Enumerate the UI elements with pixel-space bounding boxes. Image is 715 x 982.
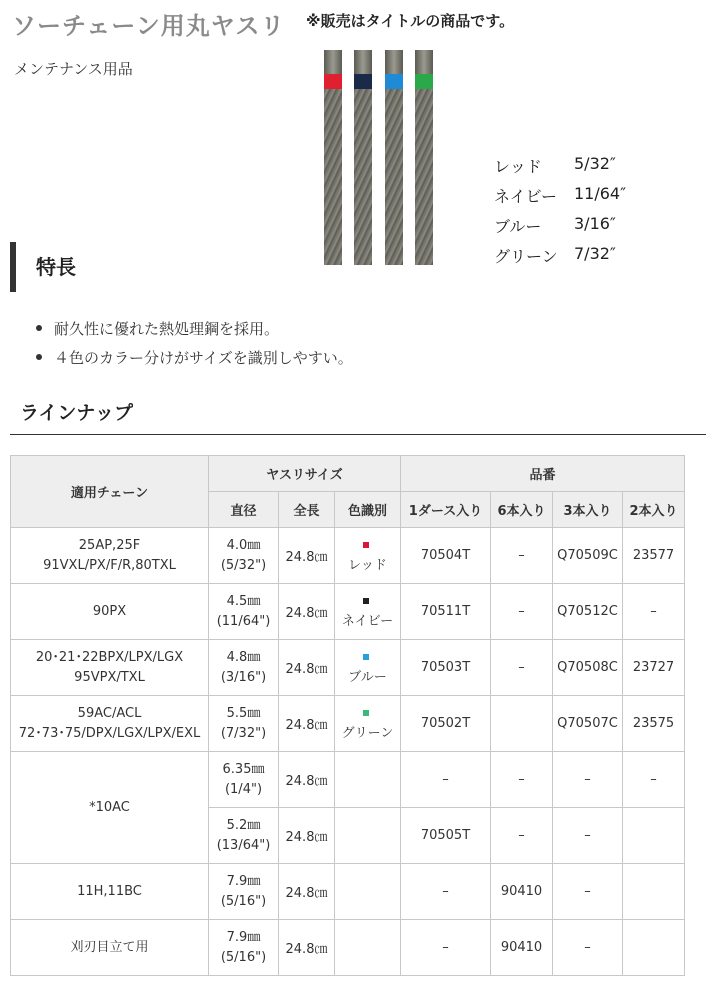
cell-length: 24.8㎝: [279, 640, 335, 696]
size-value: 3/16″: [574, 214, 616, 233]
color-swatch: [335, 536, 400, 556]
cell-two: [623, 864, 685, 920]
cell-color: [335, 864, 401, 920]
cell-three: –: [553, 920, 623, 976]
diameter-line: 5.5㎜: [226, 705, 261, 721]
size-legend-row: [494, 154, 626, 184]
cell-dozen: 70504T: [401, 528, 491, 584]
swatch-box: [363, 542, 369, 548]
color-swatch: [335, 704, 400, 724]
cell-diameter: [209, 696, 279, 752]
cell-six: –: [491, 528, 553, 584]
cell-diameter: [209, 920, 279, 976]
header-two: 2本入り: [623, 492, 685, 528]
cell-color: [335, 584, 401, 640]
lineup-table: [10, 455, 685, 976]
cell-six: –: [491, 752, 553, 808]
color-name: ネイビー: [341, 613, 394, 629]
size-legend: [494, 154, 626, 274]
cell-dozen: 70502T: [401, 696, 491, 752]
chain-line: 90PX: [92, 603, 127, 619]
size-color-name: レッド: [494, 157, 542, 176]
feature-item: 耐久性に優れた熱処理鋼を採用。: [36, 318, 353, 347]
cell-color: [335, 640, 401, 696]
header-six: 6本入り: [491, 492, 553, 528]
size-color-name: グリーン: [494, 247, 558, 266]
header-diameter: 直径: [209, 492, 279, 528]
color-swatch: [335, 592, 400, 612]
diameter-line: (11/64"): [216, 613, 271, 629]
cell-six: 90410: [491, 864, 553, 920]
cell-length: 24.8㎝: [279, 696, 335, 752]
cell-two: 23727: [623, 640, 685, 696]
product-image: [316, 50, 441, 265]
diameter-line: (1/4"): [224, 781, 263, 797]
cell-two: 23577: [623, 528, 685, 584]
diameter-line: (5/32"): [220, 557, 267, 573]
cell-six: 90410: [491, 920, 553, 976]
color-name: グリーン: [341, 725, 394, 741]
chain-line: 91VXL/PX/F/R,80TXL: [43, 557, 176, 573]
cell-diameter: [209, 640, 279, 696]
chain-line: 20･21･22BPX/LPX/LGX: [35, 649, 184, 665]
cell-six: –: [491, 584, 553, 640]
cell-length: 24.8㎝: [279, 808, 335, 864]
diameter-line: (7/32"): [220, 725, 267, 741]
features-list: [36, 318, 353, 376]
size-value: 7/32″: [574, 244, 616, 263]
diameter-line: 5.2㎜: [226, 817, 261, 833]
cell-chain: [11, 864, 209, 920]
cell-six: –: [491, 640, 553, 696]
diameter-line: 7.9㎜: [226, 873, 261, 889]
cell-chain: [11, 752, 209, 864]
table-row: [11, 752, 685, 808]
color-name: レッド: [348, 557, 387, 573]
cell-chain: [11, 584, 209, 640]
cell-two: 23575: [623, 696, 685, 752]
round-file: [385, 50, 403, 265]
cell-diameter: [209, 584, 279, 640]
cell-dozen: 70511T: [401, 584, 491, 640]
chain-line: 59AC/ACL: [77, 705, 142, 721]
color-name: ブルー: [348, 669, 387, 685]
size-legend-row: [494, 214, 626, 244]
round-file: [415, 50, 433, 265]
diameter-line: 4.8㎜: [226, 649, 261, 665]
cell-six: –: [491, 808, 553, 864]
diameter-line: (5/16"): [220, 893, 267, 909]
swatch-box: [363, 654, 369, 660]
diameter-line: (5/16"): [220, 949, 267, 965]
chain-line: 刈刃目立て用: [70, 939, 149, 955]
cell-color: [335, 528, 401, 584]
cell-diameter: [209, 864, 279, 920]
cell-chain: [11, 528, 209, 584]
header-dozen: 1ダース入り: [401, 492, 491, 528]
chain-line: *10AC: [89, 799, 130, 815]
swatch-box: [363, 710, 369, 716]
chain-line: 72･73･75/DPX/LGX/LPX/EXL: [18, 725, 201, 741]
header-three: 3本入り: [553, 492, 623, 528]
header-file-size: ヤスリサイズ: [209, 456, 401, 492]
cell-dozen: –: [401, 920, 491, 976]
file-tip: [354, 50, 372, 74]
cell-length: 24.8㎝: [279, 528, 335, 584]
header-color: 色識別: [335, 492, 401, 528]
size-value: 5/32″: [574, 154, 616, 173]
header-chain: 適用チェーン: [11, 456, 209, 528]
cell-dozen: 70505T: [401, 808, 491, 864]
round-file: [324, 50, 342, 265]
cell-color: [335, 808, 401, 864]
table-row: [11, 920, 685, 976]
diameter-line: 6.35㎜: [222, 761, 265, 777]
cell-diameter: [209, 752, 279, 808]
chain-line: 11H,11BC: [77, 883, 142, 899]
cell-three: –: [553, 864, 623, 920]
file-tip: [415, 50, 433, 74]
cell-three: –: [553, 752, 623, 808]
color-band: [385, 74, 403, 89]
cell-three: Q70512C: [553, 584, 623, 640]
size-legend-row: [494, 244, 626, 274]
cell-two: –: [623, 584, 685, 640]
cell-three: Q70508C: [553, 640, 623, 696]
size-color-name: ネイビー: [494, 187, 558, 206]
cell-three: Q70509C: [553, 528, 623, 584]
table-row: [11, 864, 685, 920]
chain-line: 25AP,25F: [78, 537, 141, 553]
table-row: [11, 584, 685, 640]
lineup-heading: ラインナップ: [20, 402, 134, 424]
diameter-line: (13/64"): [216, 837, 271, 853]
cell-length: 24.8㎝: [279, 752, 335, 808]
header-part-no: 品番: [401, 456, 685, 492]
cell-chain: [11, 696, 209, 752]
cell-six: [491, 696, 553, 752]
category-label: メンテナンス用品: [14, 60, 133, 78]
cell-two: –: [623, 752, 685, 808]
cell-two: [623, 920, 685, 976]
color-band: [324, 74, 342, 89]
feature-item: ４色のカラー分けがサイズを識別しやすい。: [36, 347, 353, 376]
diameter-line: 7.9㎜: [226, 929, 261, 945]
color-swatch: [335, 648, 400, 668]
color-band: [354, 74, 372, 89]
cell-dozen: –: [401, 864, 491, 920]
cell-three: –: [553, 808, 623, 864]
cell-diameter: [209, 808, 279, 864]
chain-line: 95VPX/TXL: [74, 669, 145, 685]
diameter-line: 4.0㎜: [226, 537, 261, 553]
cell-dozen: 70503T: [401, 640, 491, 696]
cell-chain: [11, 920, 209, 976]
size-legend-row: [494, 184, 626, 214]
table-row: [11, 696, 685, 752]
divider: [10, 434, 706, 435]
cell-length: 24.8㎝: [279, 864, 335, 920]
color-band: [415, 74, 433, 89]
cell-two: [623, 808, 685, 864]
cell-color: [335, 752, 401, 808]
header-length: 全長: [279, 492, 335, 528]
table-row: [11, 528, 685, 584]
cell-length: 24.8㎝: [279, 920, 335, 976]
file-tip: [385, 50, 403, 74]
size-value: 11/64″: [574, 184, 627, 203]
cell-color: [335, 696, 401, 752]
cell-chain: [11, 640, 209, 696]
diameter-line: (3/16"): [220, 669, 267, 685]
cell-length: 24.8㎝: [279, 584, 335, 640]
cell-color: [335, 920, 401, 976]
size-color-name: ブルー: [494, 217, 542, 236]
page-title: ソーチェーン用丸ヤスリ: [12, 12, 286, 40]
table-row: [11, 640, 685, 696]
file-tip: [324, 50, 342, 74]
round-file: [354, 50, 372, 265]
cell-dozen: –: [401, 752, 491, 808]
cell-three: Q70507C: [553, 696, 623, 752]
sales-notice: ※販売はタイトルの商品です。: [306, 12, 515, 30]
swatch-box: [363, 598, 369, 604]
diameter-line: 4.5㎜: [226, 593, 261, 609]
features-heading: 特長: [10, 242, 76, 292]
cell-diameter: [209, 528, 279, 584]
